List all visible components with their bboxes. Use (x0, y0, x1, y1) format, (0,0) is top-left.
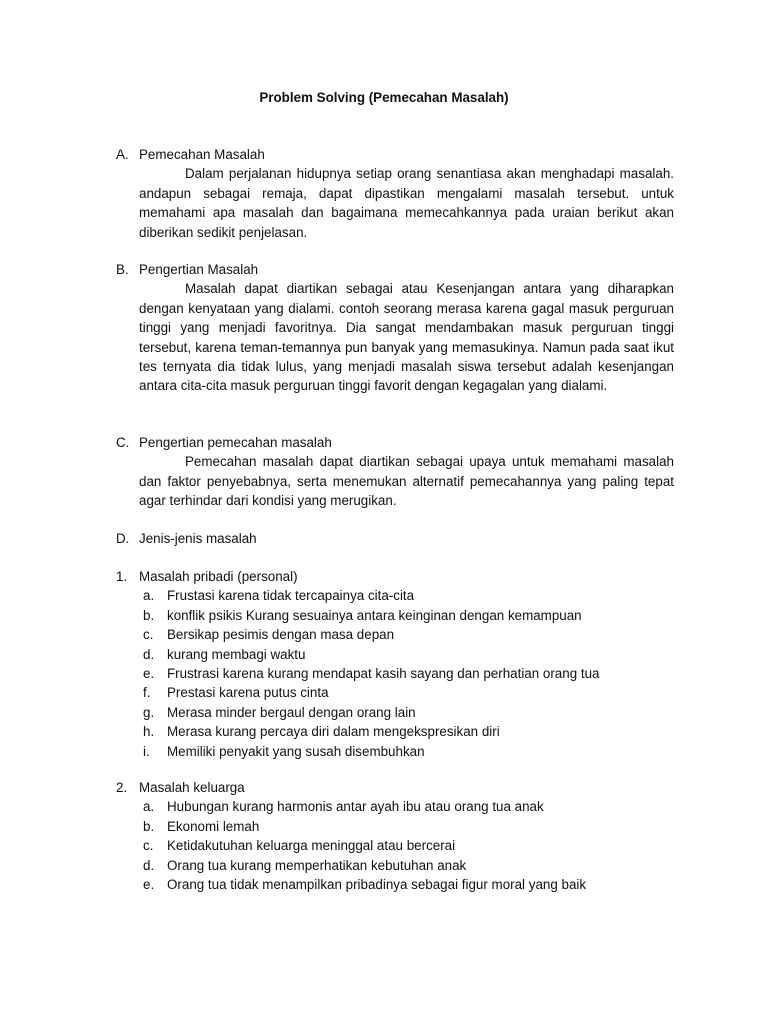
list-item (116, 797, 674, 816)
list-item (116, 722, 674, 741)
list-heading-text: Masalah keluarga (139, 780, 245, 795)
list-item (116, 742, 674, 761)
item-text: konflik psikis Kurang sesuainya antara keinginan dengan kemampuan (167, 607, 582, 623)
list-heading (116, 567, 674, 586)
section-marker: B. (116, 262, 129, 277)
item-marker: a. (143, 588, 155, 604)
item-text: Merasa minder bergaul dengan orang lain (167, 704, 416, 720)
section-heading-text: Jenis-jenis masalah (139, 531, 257, 546)
list-family-problems (116, 778, 674, 894)
list-item (116, 625, 674, 644)
item-text: Merasa kurang percaya diri dalam mengekspresikan diri (167, 724, 500, 740)
list-item (116, 586, 674, 605)
section-heading-text: Pengertian pemecahan masalah (139, 435, 332, 450)
item-marker: g. (143, 704, 155, 720)
item-text: Memiliki penyakit yang susah disembuhkan (167, 743, 425, 759)
item-text: Frustrasi karena kurang mendapat kasih sayang dan perhatian orang tua (167, 666, 600, 682)
section-marker: D. (116, 531, 130, 546)
document-title: Problem Solving (Pemecahan Masalah) (259, 90, 509, 105)
list-item (116, 683, 674, 702)
list-item (116, 856, 674, 875)
item-marker: i. (143, 743, 150, 759)
section-b (116, 260, 674, 396)
list-marker: 2. (116, 780, 128, 795)
item-marker: c. (143, 627, 154, 643)
item-marker: b. (143, 818, 155, 834)
list-item (116, 606, 674, 625)
item-text: Orang tua kurang memperhatikan kebutuhan anak (167, 857, 467, 873)
item-marker: d. (143, 646, 155, 662)
section-heading (116, 145, 674, 164)
item-text: Ekonomi lemah (167, 818, 260, 834)
item-text: Prestasi karena putus cinta (167, 685, 329, 701)
section-heading (116, 529, 674, 548)
item-marker: a. (143, 799, 155, 815)
section-marker: C. (116, 435, 130, 450)
list-item (116, 875, 674, 894)
sub-list (116, 797, 674, 894)
list-item (116, 645, 674, 664)
section-c (116, 433, 674, 511)
item-marker: b. (143, 607, 155, 623)
list-marker: 1. (116, 569, 128, 584)
item-text: kurang membagi waktu (167, 646, 306, 662)
item-text: Frustasi karena tidak tercapainya cita-cita (167, 588, 415, 604)
section-heading-text: Pengertian Masalah (139, 262, 259, 277)
section-heading (116, 260, 674, 279)
item-marker: h. (143, 724, 155, 740)
section-paragraph: Masalah dapat diartikan sebagai atau Kesenjangan antara yang diharapkan dengan kenyataan yang dialami. contoh seorang merasa karena gagal masuk perguruan tinggi yang menjadi favoritnya. Dia sangat mendambakan masuk perguruan tinggi tersebut, karena teman-temannya pun banyak yang memasukinya. Namun pada saat ikut tes ternyata dia tidak lulus, yang menjadi masalah siswa tersebut adalah kesenjangan antara cita-cita masuk perguruan tinggi favorit dengan kegagalan yang dialami. (139, 281, 674, 394)
list-heading (116, 778, 674, 797)
item-text: Hubungan kurang harmonis antar ayah ibu atau orang tua anak (167, 799, 544, 815)
section-marker: A. (116, 147, 129, 162)
item-marker: f. (143, 685, 151, 701)
item-text: Ketidakutuhan keluarga meninggal atau bercerai (167, 838, 456, 854)
section-paragraph: Dalam perjalanan hidupnya setiap orang senantiasa akan menghadapi masalah. andapun sebagai remaja, dapat dipastikan mengalami masalah tersebut. untuk memahami apa masalah dan bagaimana memecahkannya pada uraian berikut akan diberikan sedikit penjelasan. (139, 166, 674, 240)
item-marker: d. (143, 857, 155, 873)
list-item (116, 836, 674, 855)
item-marker: c. (143, 838, 154, 854)
list-item (116, 817, 674, 836)
item-marker: e. (143, 666, 155, 682)
section-paragraph: Pemecahan masalah dapat diartikan sebagai upaya untuk memahami masalah dan faktor penyebabnya, serta menemukan alternatif pemecahannya yang paling tepat agar terhindar dari kondisi yang merugikan. (139, 454, 674, 509)
item-text: Bersikap pesimis dengan masa depan (167, 627, 395, 643)
list-personal-problems (116, 567, 674, 761)
list-item (116, 703, 674, 722)
section-heading-text: Pemecahan Masalah (139, 147, 265, 162)
sub-list (116, 586, 674, 761)
list-item (116, 664, 674, 683)
item-marker: e. (143, 877, 155, 893)
list-heading-text: Masalah pribadi (personal) (139, 569, 298, 584)
section-heading (116, 433, 674, 452)
section-d (116, 529, 674, 548)
item-text: Orang tua tidak menampilkan pribadinya sebagai figur moral yang baik (167, 877, 587, 893)
section-a (116, 145, 674, 242)
